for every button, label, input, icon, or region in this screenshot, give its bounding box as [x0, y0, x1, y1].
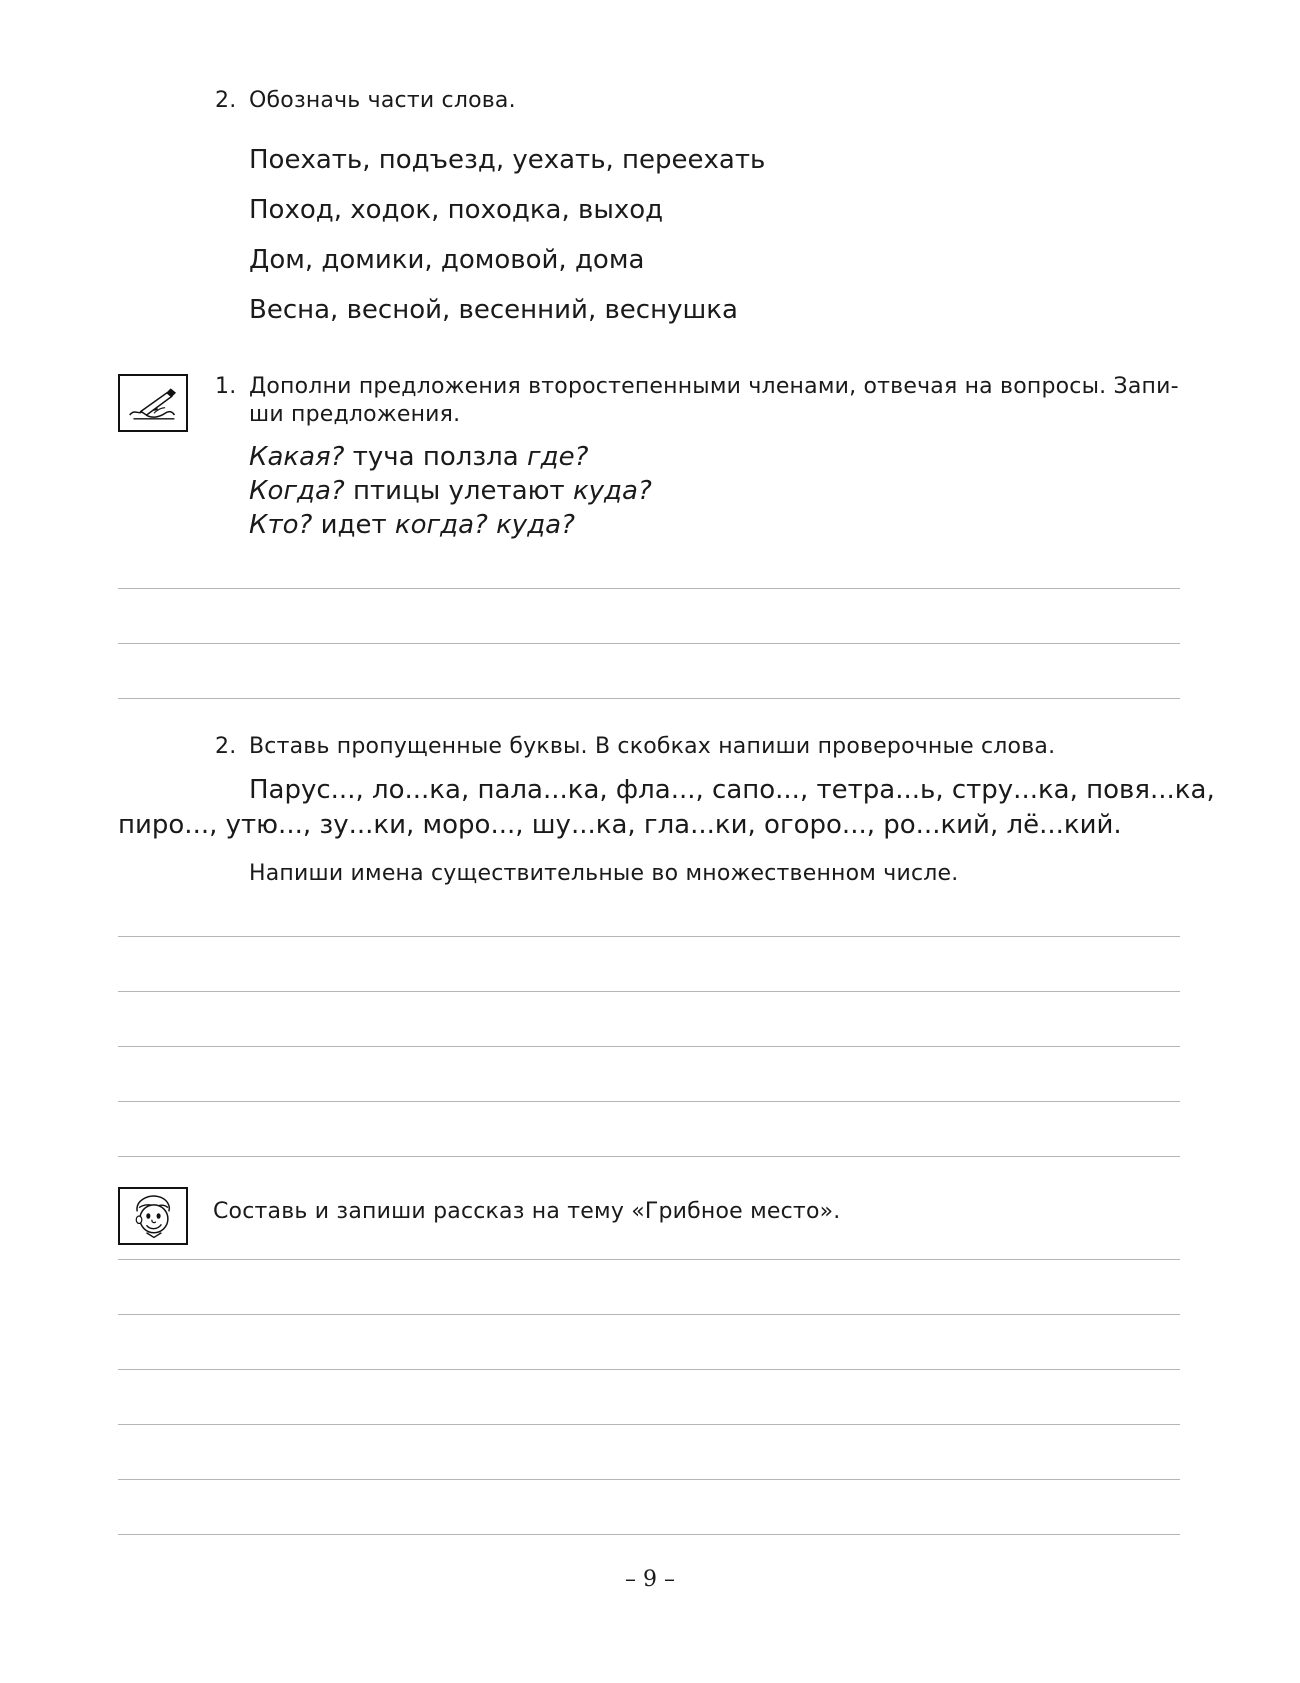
answer-line[interactable]	[118, 1479, 1180, 1480]
task-letters-instruction: Вставь пропущенные буквы. В скобках напиши проверочные слова.	[249, 734, 1056, 759]
task-sentences-instruction-cont: ши предложения.	[249, 402, 461, 427]
question-word: Когда?	[249, 476, 345, 506]
sentence-row	[249, 476, 652, 506]
task-story-instruction: Составь и запиши рассказ на тему «Грибное место».	[213, 1199, 841, 1224]
answer-line[interactable]	[118, 1534, 1180, 1535]
task-parts-instruction: Обозначь части слова.	[249, 88, 516, 113]
task-sentences-number: 1.	[215, 374, 237, 399]
question-word: когда? куда?	[394, 510, 575, 540]
sentence-text: птицы улетают	[344, 476, 573, 506]
sentence-text: туча ползла	[344, 442, 527, 472]
task-letters-sub-instruction: Напиши имена существительные во множественном числе.	[249, 861, 959, 886]
answer-line[interactable]	[118, 1369, 1180, 1370]
question-word: Кто?	[249, 510, 313, 540]
word-group-line: Поехать, подъезд, уехать, переехать	[249, 145, 766, 175]
answer-line[interactable]	[118, 1424, 1180, 1425]
answer-line[interactable]	[118, 936, 1180, 937]
answer-line[interactable]	[118, 588, 1180, 589]
task-sentences-instruction: Дополни предложения второстепенными членами, отвечая на вопросы. Запи-	[249, 374, 1179, 399]
sentence-row	[249, 510, 575, 540]
sentence-text: идет	[312, 510, 395, 540]
task-letters-number: 2.	[215, 734, 237, 759]
question-word: куда?	[572, 476, 652, 506]
answer-line[interactable]	[118, 643, 1180, 644]
answer-line[interactable]	[118, 1101, 1180, 1102]
missing-letters-line: Парус..., ло...ка, пала...ка, фла..., сапо..., тетра...ь, стру...ка, повя...ка,	[249, 775, 1215, 805]
page-number: – 9 –	[625, 1567, 675, 1592]
answer-line[interactable]	[118, 1259, 1180, 1260]
answer-line[interactable]	[118, 1046, 1180, 1047]
answer-line[interactable]	[118, 991, 1180, 992]
question-word: Какая?	[249, 442, 345, 472]
answer-line[interactable]	[118, 698, 1180, 699]
question-word: где?	[527, 442, 589, 472]
task-parts-number: 2.	[215, 88, 237, 113]
writing-hand-icon	[118, 374, 188, 432]
word-group-line: Поход, ходок, походка, выход	[249, 195, 664, 225]
answer-line[interactable]	[118, 1314, 1180, 1315]
word-group-line: Дом, домики, домовой, дома	[249, 245, 645, 275]
boy-face-icon	[118, 1187, 188, 1245]
answer-line[interactable]	[118, 1156, 1180, 1157]
word-group-line: Весна, весной, весенний, веснушка	[249, 295, 738, 325]
sentence-row	[249, 442, 588, 472]
missing-letters-line: пиро..., утю..., зу...ки, моро..., шу...ка, гла...ки, огоро..., ро...кий, лё...кий.	[118, 810, 1122, 840]
